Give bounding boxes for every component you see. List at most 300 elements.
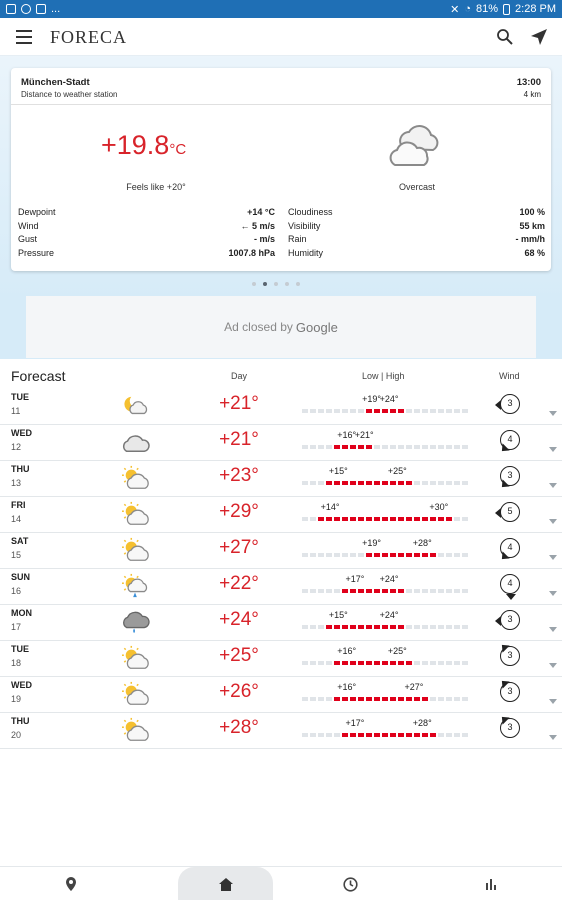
wind-indicator [500, 718, 520, 738]
detail-label: Cloudiness [288, 207, 333, 217]
forecast-date: 16 [11, 586, 22, 596]
page-dot[interactable] [296, 282, 300, 286]
temp-bar-segment [414, 445, 420, 449]
temp-bar-segment [318, 661, 324, 665]
temp-bar-segment [398, 697, 404, 701]
temp-bar-segment [422, 625, 428, 629]
temp-bar-segment [430, 625, 436, 629]
forecast-day: THU [11, 716, 30, 726]
forecast-day: WED [11, 428, 32, 438]
temp-bar-segment [366, 625, 372, 629]
navigation-arrow-icon[interactable] [530, 28, 548, 46]
wind-speed: 3 [507, 470, 513, 480]
temp-bar-segment [326, 733, 332, 737]
temp-bar-segment [382, 625, 388, 629]
detail-label: Humidity [288, 247, 324, 258]
temp-bar-segment [342, 589, 348, 593]
wind-indicator [500, 610, 520, 630]
low-high-bar [302, 610, 468, 629]
station-name: München-Stadt [21, 77, 90, 88]
temp-bar-segment [390, 553, 396, 557]
temp-bar-segment [310, 625, 316, 629]
wind-direction-pointer [506, 594, 516, 600]
temp-bar-segment [438, 517, 444, 521]
low-temp: +15° [328, 610, 348, 620]
nav-home[interactable] [178, 867, 273, 900]
temp-bar-segment [342, 733, 348, 737]
wind-indicator [500, 646, 520, 666]
sync-icon [21, 4, 31, 14]
high-temp: +24° [379, 574, 399, 584]
wind-indicator [500, 394, 520, 414]
details-left [18, 206, 275, 260]
google-logo: Google [295, 319, 338, 335]
temp-bar-segment [414, 733, 420, 737]
temp-bar-segment [310, 589, 316, 593]
detail-value: 68 % [524, 247, 545, 258]
temp-bar-segment [390, 517, 396, 521]
rain-cloud-icon [120, 609, 150, 635]
temp-bar-segment [334, 409, 340, 413]
detail-value: 55 km [519, 220, 545, 231]
app-bar [0, 18, 562, 56]
column-wind: Wind [499, 371, 520, 381]
temp-bar-segment [326, 409, 332, 413]
forecast-row[interactable] [0, 569, 562, 605]
temp-bar-segment [454, 409, 460, 413]
wind-indicator [500, 574, 520, 594]
chevron-down-icon[interactable] [549, 627, 557, 632]
detail-label: Rain [288, 234, 307, 244]
temp-bar-segment [430, 409, 436, 413]
temp-bar-segment [374, 697, 380, 701]
forecast-date: 18 [11, 658, 22, 668]
temp-bar-segment [382, 445, 388, 449]
temp-bar-segment [310, 661, 316, 665]
low-high-bar [302, 538, 468, 557]
forecast-row[interactable] [0, 461, 562, 497]
temp-bar-segment [462, 481, 468, 485]
temp-bar-segment [350, 589, 356, 593]
wind-direction-pointer [495, 400, 501, 410]
temp-bar-segment [326, 553, 332, 557]
temp-bar-segment [334, 661, 340, 665]
chevron-down-icon[interactable] [549, 411, 557, 416]
high-temp: +28° [412, 718, 432, 728]
ad-closed-text: Ad closed by [224, 320, 293, 334]
temp-bar-segment [398, 517, 404, 521]
sun-cloud-icon [120, 501, 150, 527]
forecast-day: THU [11, 464, 30, 474]
temp-bar-segment [462, 697, 468, 701]
temp-bar-segment [326, 517, 332, 521]
nav-stats[interactable] [443, 867, 538, 900]
nav-location[interactable] [23, 867, 118, 900]
temp-bar-segment [462, 409, 468, 413]
chevron-down-icon[interactable] [549, 483, 557, 488]
forecast-row[interactable] [0, 389, 562, 425]
temp-bar-segment [454, 661, 460, 665]
high-temp: +24° [379, 394, 399, 404]
sun-cloud-icon [120, 465, 150, 491]
temp-bar-segment [398, 625, 404, 629]
temp-bar-segment [390, 661, 396, 665]
temp-bar-segment [382, 553, 388, 557]
forecast-day: FRI [11, 500, 26, 510]
forecast-day-temp: +28° [219, 717, 259, 738]
temp-bar-segment [358, 409, 364, 413]
forecast-row[interactable] [0, 713, 562, 749]
high-temp: +30° [429, 502, 449, 512]
temp-bar-segment [382, 409, 388, 413]
temp-bar-segment [374, 625, 380, 629]
temp-bar-segment [430, 661, 436, 665]
temp-bar-segment [326, 589, 332, 593]
temp-bar-segment [414, 553, 420, 557]
detail-label: Wind [18, 220, 39, 231]
low-temp: +15° [328, 466, 348, 476]
temp-bar-segment [454, 589, 460, 593]
chevron-down-icon[interactable] [549, 519, 557, 524]
mute-icon: ✕ [450, 3, 460, 16]
temp-bar-segment [342, 445, 348, 449]
temp-bar-segment [462, 589, 468, 593]
temp-bar-segment [446, 589, 452, 593]
sun-cloud-icon [120, 645, 150, 671]
detail-wind [18, 220, 275, 234]
temp-bar-segment [422, 553, 428, 557]
wind-indicator [500, 466, 520, 486]
temp-bar-segment [302, 481, 308, 485]
temp-bar-segment [358, 697, 364, 701]
cloud-icon [120, 429, 150, 455]
forecast-row[interactable] [0, 497, 562, 533]
temp-bar-segment [334, 697, 340, 701]
low-high-bar [302, 574, 468, 593]
temp-bar-segment [374, 445, 380, 449]
detail-value: ← 5 m/s [240, 220, 275, 231]
forecast-date: 14 [11, 514, 22, 524]
chevron-down-icon[interactable] [549, 555, 557, 560]
temp-bar-segment [438, 625, 444, 629]
status-time: 2:28 PM [515, 3, 556, 15]
chevron-down-icon[interactable] [549, 591, 557, 596]
temp-bar-segment [406, 553, 412, 557]
wind-direction-pointer [495, 616, 501, 626]
temp-bar-segment [462, 661, 468, 665]
low-temp: +16° [337, 682, 357, 692]
low-temp: +14° [320, 502, 340, 512]
high-temp: +27° [404, 682, 424, 692]
page-dot[interactable] [263, 282, 267, 286]
card-header [11, 68, 551, 105]
current-temp-unit: °C [169, 141, 187, 158]
temp-bar-segment [430, 697, 436, 701]
low-temp: +19° [362, 538, 381, 548]
temp-bar-segment [398, 409, 404, 413]
clock-icon [343, 877, 358, 892]
detail-gust [18, 233, 275, 247]
temp-bar-segment [382, 481, 388, 485]
temp-bar-segment [446, 661, 452, 665]
detail-value: +14 °C [247, 207, 275, 217]
current-temp-value: +19.8 [101, 130, 170, 160]
detail-label: Gust [18, 234, 38, 244]
temp-bar-segment [398, 661, 404, 665]
temp-bar-segment [390, 481, 396, 485]
temp-bar-segment [342, 697, 348, 701]
observation-time: 13:00 [516, 77, 541, 88]
high-temp: +28° [412, 538, 432, 548]
wind-direction-pointer [498, 443, 509, 454]
wind-indicator [500, 538, 520, 558]
temp-bar-segment [318, 553, 324, 557]
temp-bar-segment [462, 733, 468, 737]
forecast-row[interactable] [0, 533, 562, 569]
temp-bar-segment [430, 517, 436, 521]
app-logo: FORECA [50, 27, 128, 47]
temp-bar-segment [454, 625, 460, 629]
forecast-date: 20 [11, 730, 22, 740]
temp-bar-segment [374, 481, 380, 485]
temp-bar-segment [390, 733, 396, 737]
temp-bar-segment [446, 697, 452, 701]
low-temp: +19° [362, 394, 381, 404]
detail-value: - m/s [253, 234, 275, 244]
temp-bar-segment [326, 661, 332, 665]
wind-speed: 5 [507, 506, 513, 516]
temp-bar-segment [318, 481, 324, 485]
temp-bar-segment [366, 409, 372, 413]
forecast-day-temp: +25° [219, 645, 259, 666]
details-right [288, 206, 545, 260]
forecast-day: SAT [11, 536, 29, 546]
station-distance: 4 km [523, 90, 541, 99]
menu-icon[interactable] [16, 30, 32, 44]
temp-bar-segment [366, 733, 372, 737]
temp-bar-segment [374, 661, 380, 665]
column-day: Day [231, 371, 248, 381]
column-low-high: Low | High [362, 371, 405, 381]
search-icon[interactable] [496, 28, 514, 46]
temp-bar-segment [430, 589, 436, 593]
temp-bar-segment [406, 517, 412, 521]
temp-bar-segment [382, 733, 388, 737]
detail-value: 1007.8 hPa [228, 247, 275, 258]
high-temp: +24° [379, 610, 399, 620]
low-high-bar [302, 646, 468, 665]
temp-bar-segment [414, 517, 420, 521]
chevron-down-icon[interactable] [549, 735, 557, 740]
temp-bar-segment [302, 445, 308, 449]
temp-bar-segment [358, 445, 364, 449]
temp-bar-segment [358, 553, 364, 557]
temp-bar-segment [342, 409, 348, 413]
temp-bar-segment [430, 481, 436, 485]
temp-bar-segment [318, 445, 324, 449]
low-high-bar [302, 430, 468, 449]
sun-cloud-icon [120, 717, 150, 743]
forecast-date: 11 [11, 406, 21, 416]
temp-bar-segment [302, 589, 308, 593]
page-dot[interactable] [285, 282, 289, 286]
detail-label: Dewpoint [18, 207, 56, 217]
temp-bar-segment [422, 517, 428, 521]
temp-bar-segment [350, 661, 356, 665]
wind-speed: 3 [507, 686, 513, 696]
temp-bar-segment [382, 661, 388, 665]
temp-bar-segment [438, 445, 444, 449]
forecast-section [0, 359, 562, 745]
station-subtitle: Distance to weather station [21, 90, 118, 99]
forecast-title: Forecast [11, 368, 66, 384]
temp-bar-segment [406, 589, 412, 593]
temp-bar-segment [446, 481, 452, 485]
temp-bar-segment [350, 625, 356, 629]
temp-bar-segment [438, 553, 444, 557]
temp-bar-segment [334, 733, 340, 737]
temp-bar-segment [334, 517, 340, 521]
low-high-bar [302, 718, 468, 737]
page-indicator[interactable] [252, 282, 300, 286]
temp-bar-segment [318, 697, 324, 701]
temp-bar-segment [430, 733, 436, 737]
low-temp: +16° [337, 430, 357, 440]
forecast-date: 13 [11, 478, 22, 488]
temp-bar-segment [438, 409, 444, 413]
wind-speed: 3 [507, 722, 513, 732]
nav-history[interactable] [303, 867, 398, 900]
temp-bar-segment [366, 445, 372, 449]
chevron-down-icon[interactable] [549, 447, 557, 452]
detail-dewpoint [18, 206, 275, 220]
low-high-bar [302, 502, 468, 521]
temp-bar-segment [414, 625, 420, 629]
sun-cloud-icon [120, 537, 150, 563]
temp-bar-segment [422, 661, 428, 665]
temp-bar-segment [342, 553, 348, 557]
temp-bar-segment [366, 661, 372, 665]
temp-bar-segment [406, 409, 412, 413]
temp-bar-segment [406, 661, 412, 665]
temp-bar-segment [438, 733, 444, 737]
forecast-date: 17 [11, 622, 22, 632]
temp-bar-segment [454, 517, 460, 521]
temp-bar-segment [310, 445, 316, 449]
chevron-down-icon[interactable] [549, 699, 557, 704]
home-icon [219, 878, 233, 891]
temp-bar-segment [390, 445, 396, 449]
temp-bar-segment [358, 481, 364, 485]
page-dot[interactable] [252, 282, 256, 286]
high-temp: +21° [354, 430, 374, 440]
temp-bar-segment [390, 409, 396, 413]
temp-bar-segment [414, 481, 420, 485]
detail-rain [288, 233, 545, 247]
low-temp: +16° [337, 646, 357, 656]
temp-bar-segment [462, 553, 468, 557]
temp-bar-segment [446, 553, 452, 557]
temp-bar-segment [406, 625, 412, 629]
stats-icon [485, 878, 497, 890]
temp-bar-segment [350, 697, 356, 701]
current-weather-card[interactable] [11, 68, 551, 271]
more-notifications: ... [51, 3, 61, 15]
forecast-date: 12 [11, 442, 22, 452]
temp-bar-segment [446, 625, 452, 629]
forecast-day: TUE [11, 644, 29, 654]
temp-bar-segment [326, 481, 332, 485]
temp-bar-segment [310, 481, 316, 485]
wind-direction-pointer [495, 508, 501, 518]
forecast-row[interactable] [0, 425, 562, 461]
temp-bar-segment [374, 589, 380, 593]
status-bar [0, 0, 562, 18]
sun-cloud-icon [120, 681, 150, 707]
temp-bar-segment [350, 409, 356, 413]
forecast-row[interactable] [0, 677, 562, 713]
forecast-day-temp: +23° [219, 465, 259, 486]
overcast-icon [387, 123, 443, 169]
low-temp: +17° [345, 718, 365, 728]
temp-bar-segment [326, 445, 332, 449]
forecast-row[interactable] [0, 641, 562, 677]
temp-bar-segment [406, 697, 412, 701]
forecast-day-temp: +22° [219, 573, 259, 594]
temp-bar-segment [446, 517, 452, 521]
chevron-down-icon[interactable] [549, 663, 557, 668]
temp-bar-segment [454, 553, 460, 557]
temp-bar-segment [430, 553, 436, 557]
temp-bar-segment [342, 517, 348, 521]
temp-bar-segment [366, 553, 372, 557]
detail-humidity [288, 247, 545, 261]
temp-bar-segment [302, 625, 308, 629]
forecast-day: MON [11, 608, 32, 618]
temp-bar-segment [350, 481, 356, 485]
temp-bar-segment [366, 481, 372, 485]
temp-bar-segment [374, 553, 380, 557]
temp-bar-segment [390, 625, 396, 629]
temp-bar-segment [398, 553, 404, 557]
temp-bar-segment [398, 481, 404, 485]
temp-bar-segment [446, 445, 452, 449]
temp-bar-segment [454, 697, 460, 701]
temp-bar-segment [334, 625, 340, 629]
page-dot[interactable] [274, 282, 278, 286]
forecast-day-temp: +21° [219, 393, 259, 414]
wind-indicator [500, 502, 520, 522]
gallery-icon [6, 4, 16, 14]
temp-bar-segment [366, 589, 372, 593]
temp-bar-segment [422, 697, 428, 701]
low-high-bar [302, 682, 468, 701]
temp-bar-segment [374, 733, 380, 737]
temp-bar-segment [422, 733, 428, 737]
temp-bar-segment [422, 445, 428, 449]
temp-bar-segment [414, 589, 420, 593]
temp-bar-segment [350, 445, 356, 449]
notification-icon [36, 4, 46, 14]
temp-bar-segment [398, 445, 404, 449]
location-icon [65, 877, 77, 891]
temp-bar-segment [382, 589, 388, 593]
temp-bar-segment [310, 553, 316, 557]
detail-label: Visibility [288, 220, 321, 231]
forecast-row[interactable] [0, 605, 562, 641]
forecast-day-temp: +29° [219, 501, 259, 522]
wind-direction-pointer [498, 551, 509, 562]
